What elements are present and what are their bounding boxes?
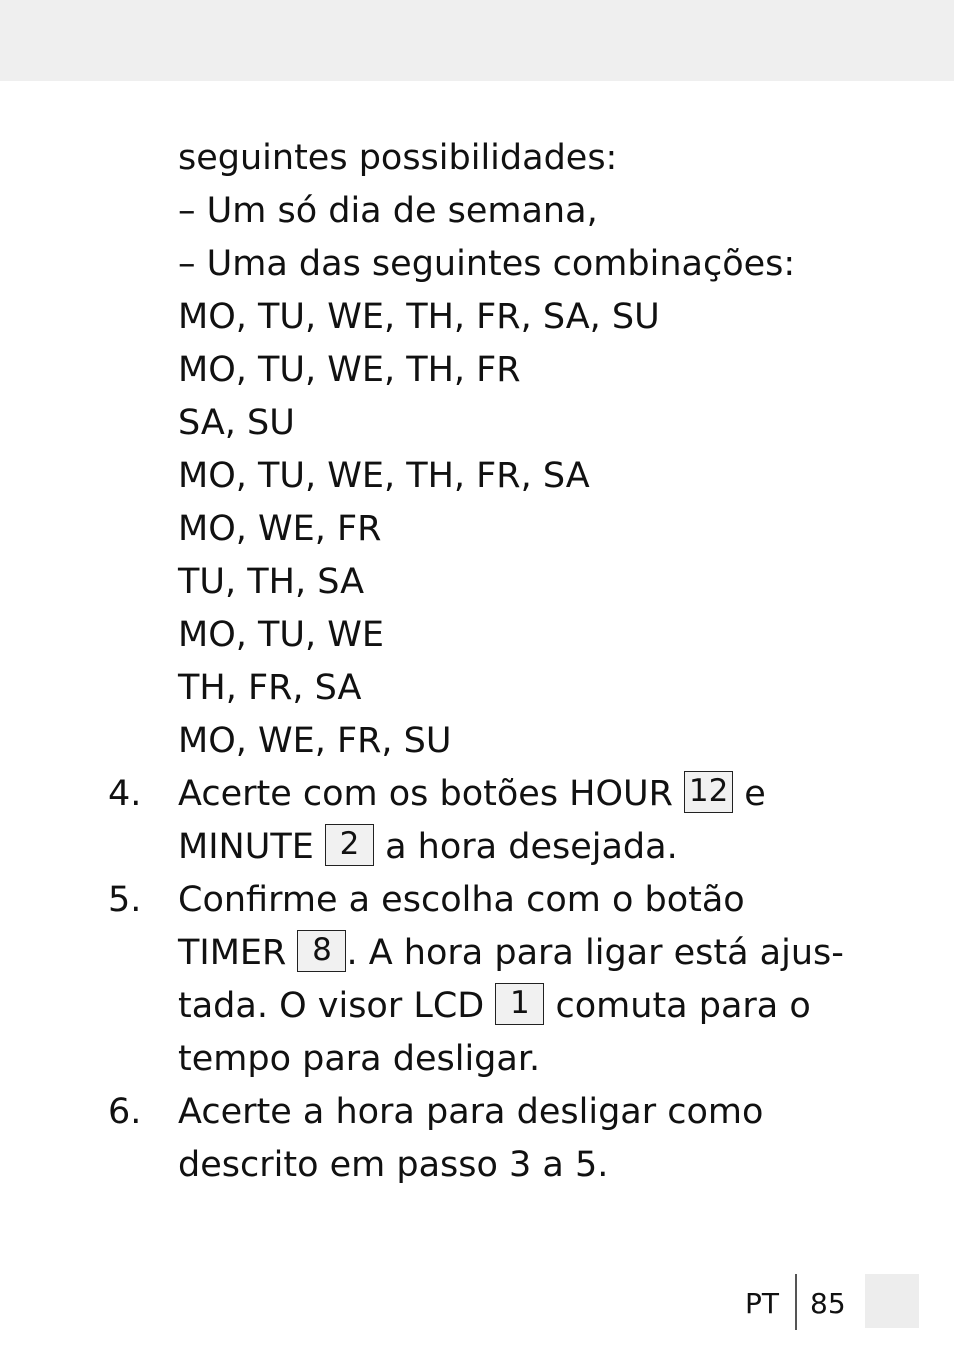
reference-number-box: 2 (325, 824, 374, 866)
step-number: 4. (108, 774, 142, 814)
step-number: 6. (108, 1092, 142, 1132)
day-combination: MO, WE, FR (178, 509, 382, 549)
day-combination: MO, TU, WE, TH, FR, SA (178, 456, 590, 496)
day-combination: MO, TU, WE, TH, FR, SA, SU (178, 297, 660, 337)
step-number: 5. (108, 880, 142, 920)
day-combination: TU, TH, SA (178, 562, 365, 602)
step-text: a hora desejada. (373, 827, 678, 867)
step-text: . A hora para ligar está ajus- (346, 933, 844, 973)
step-4-line-1 (178, 768, 766, 821)
day-combination: SA, SU (178, 403, 295, 443)
day-combination: MO, TU, WE (178, 615, 384, 655)
language-label: PT (745, 1287, 779, 1320)
day-combination: MO, WE, FR, SU (178, 721, 452, 761)
step-text: Acerte com os botões HOUR (178, 774, 673, 814)
text-line: seguintes possibilidades: (178, 138, 618, 178)
footer-divider (795, 1274, 797, 1330)
step-text: comuta para o (544, 986, 811, 1026)
step-text: tada. O visor LCD (178, 986, 485, 1026)
day-combination: TH, FR, SA (178, 668, 362, 708)
text-line: – Uma das seguintes combinações: (178, 244, 796, 284)
reference-number-box: 1 (495, 983, 544, 1025)
reference-number-box: 8 (297, 930, 346, 972)
day-combination: MO, TU, WE, TH, FR (178, 350, 521, 390)
step-text: tempo para desligar. (178, 1039, 541, 1079)
step-text: MINUTE (178, 827, 314, 867)
footer-tab-marker (865, 1274, 919, 1328)
step-text: Confirme a escolha com o botão (178, 880, 745, 920)
step-text: e (733, 774, 766, 814)
header-band (0, 0, 954, 81)
page-number: 85 (810, 1287, 846, 1320)
step-text: Acerte a hora para desligar como (178, 1092, 764, 1132)
step-5-line-2 (178, 927, 844, 980)
step-text: descrito em passo 3 a 5. (178, 1145, 609, 1185)
text-line: – Um só dia de semana, (178, 191, 598, 231)
step-4-line-2 (178, 821, 678, 874)
step-text: TIMER (178, 933, 287, 973)
reference-number-box: 12 (684, 771, 733, 813)
step-5-line-3 (178, 980, 811, 1033)
